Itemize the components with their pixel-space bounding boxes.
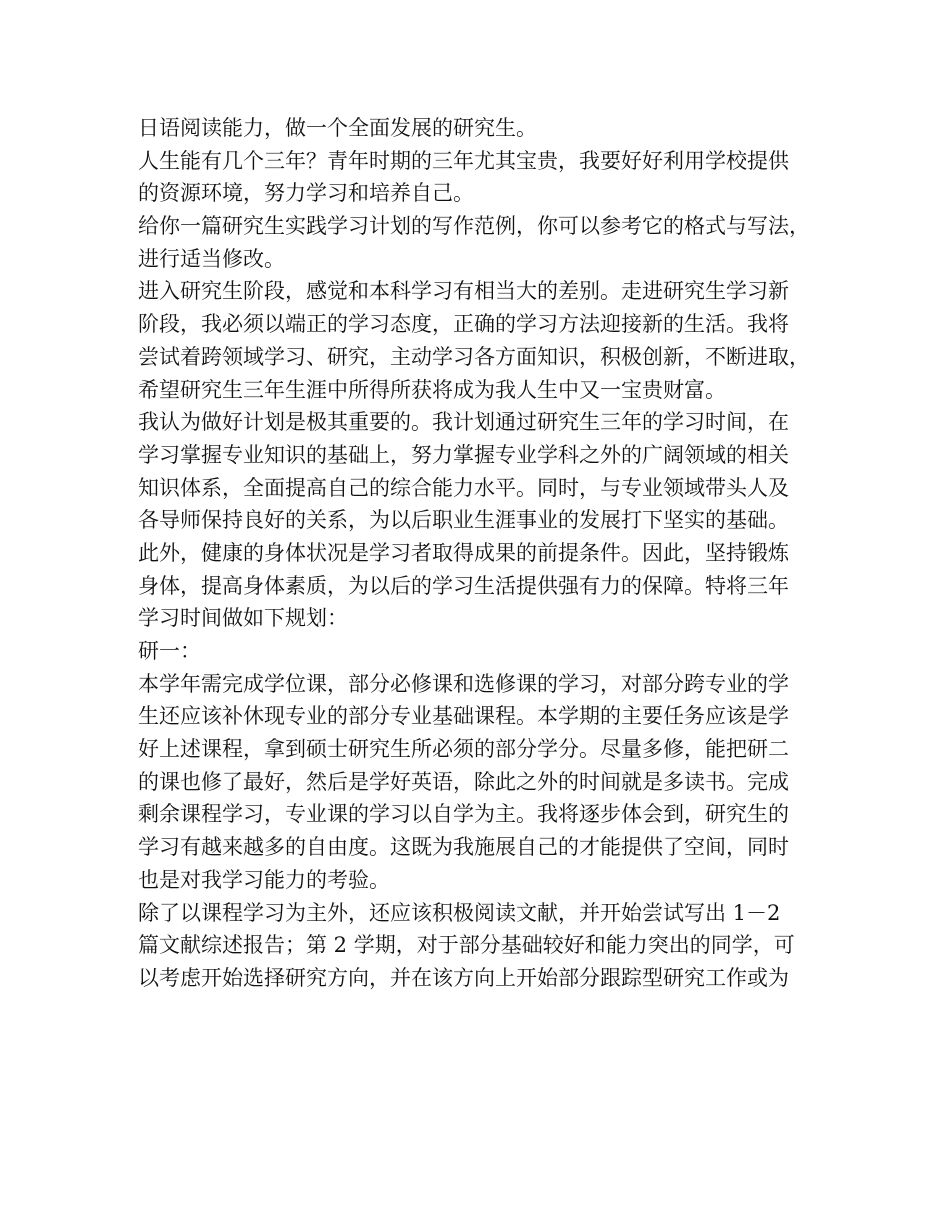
text-line: 学习掌握专业知识的基础上，努力掌握专业学科之外的广阔领域的相关 [138, 442, 789, 467]
text-line: 研一： [138, 639, 201, 663]
text-line: 日语阅读能力，做一个全面发展的研究生。 [138, 116, 537, 140]
text-line: 的资源环境，努力学习和培养自己。 [138, 181, 474, 206]
text-line: 阶段，我必须以端正的学习态度，正确的学习方法迎接新的生活。我将 [138, 312, 789, 337]
text-line: 除了以课程学习为主外，还应该积极阅读文献，并开始尝试写出 1－2 [138, 900, 781, 925]
text-line: 希望研究生三年生涯中所得所获将成为我人生中又一宝贵财富。 [138, 377, 726, 402]
text-line: 以考虑开始选择研究方向，并在该方向上开始部分跟踪型研究工作或为 [138, 965, 789, 990]
text-line: 尝试着跨领域学习、研究，主动学习各方面知识，积极创新，不断进取， [138, 344, 810, 369]
text-line: 进行适当修改。 [138, 246, 285, 271]
text-line: 也是对我学习能力的考验。 [138, 867, 390, 892]
text-line: 剩余课程学习，专业课的学习以自学为主。我将逐步体会到，研究生的 [138, 802, 789, 827]
text-line: 知识体系，全面提高自己的综合能力水平。同时，与专业领域带头人及 [138, 475, 789, 500]
text-line: 本学年需完成学位课，部分必修课和选修课的学习，对部分跨专业的学 [138, 671, 789, 696]
text-line: 学习有越来越多的自由度。这既为我施展自己的才能提供了空间，同时 [138, 835, 789, 860]
text-line: 好上述课程，拿到硕士研究生所必须的部分学分。尽量多修，能把研二 [138, 737, 789, 762]
text-line: 我认为做好计划是极其重要的。我计划通过研究生三年的学习时间，在 [138, 410, 789, 435]
text-line: 学习时间做如下规划： [138, 606, 348, 631]
text-line: 篇文献综述报告；第 2 学期，对于部分基础较好和能力突出的同学，可 [138, 933, 795, 958]
text-line: 身体，提高身体素质，为以后的学习生活提供强有力的保障。特将三年 [138, 573, 789, 598]
document-body [138, 112, 838, 995]
text-line: 人生能有几个三年？青年时期的三年尤其宝贵，我要好好利用学校提供 [138, 148, 789, 173]
text-line: 进入研究生阶段，感觉和本科学习有相当大的差别。走进研究生学习新 [138, 279, 789, 304]
text-line: 给你一篇研究生实践学习计划的写作范例，你可以参考它的格式与写法， [138, 214, 810, 239]
text-line: 生还应该补休现专业的部分专业基础课程。本学期的主要任务应该是学 [138, 704, 789, 729]
text-line: 此外，健康的身体状况是学习者取得成果的前提条件。因此，坚持锻炼 [138, 540, 789, 565]
text-line: 的课也修了最好，然后是学好英语，除此之外的时间就是多读书。完成 [138, 769, 789, 794]
text-line: 各导师保持良好的关系，为以后职业生涯事业的发展打下坚实的基础。 [138, 508, 789, 533]
